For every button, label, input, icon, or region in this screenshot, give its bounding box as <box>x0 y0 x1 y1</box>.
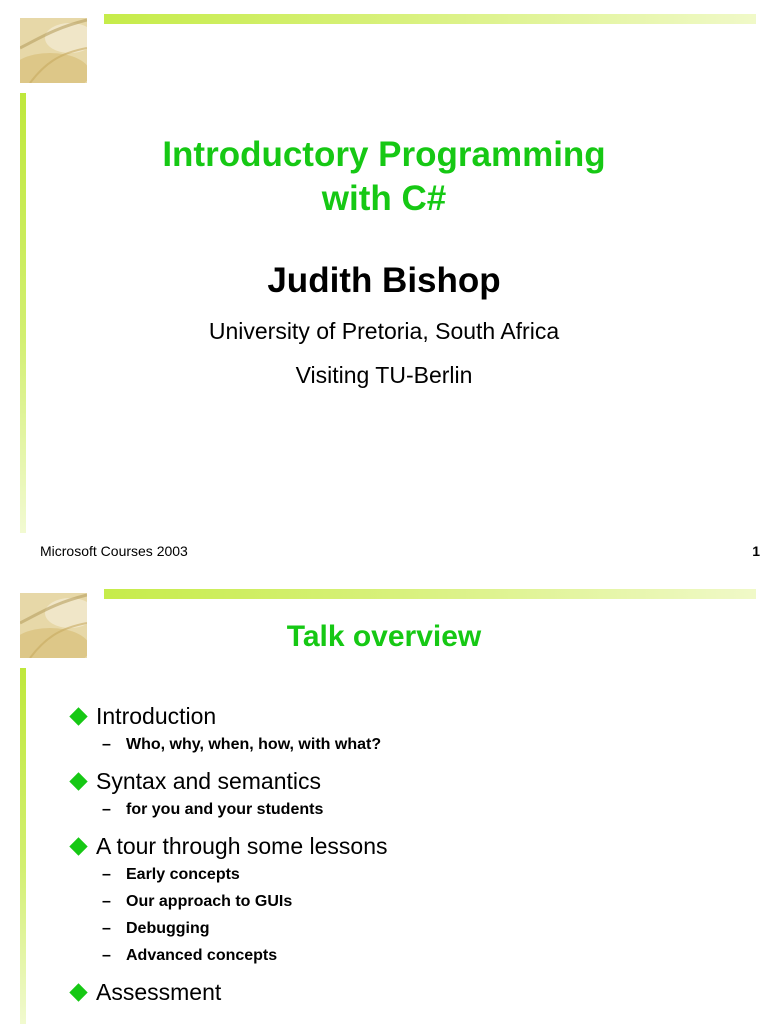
sub-list <box>68 861 728 969</box>
sub-item <box>102 942 728 969</box>
diamond-bullet-icon <box>69 983 87 1001</box>
diamond-bullet-icon <box>69 707 87 725</box>
bullet-item <box>68 831 728 969</box>
diamond-bullet-icon <box>69 772 87 790</box>
author-name: Judith Bishop <box>267 261 501 300</box>
sub-item-text: for you and your students <box>126 800 324 818</box>
sub-item-text: Who, why, when, how, with what? <box>126 735 382 753</box>
slide-title <box>0 133 768 221</box>
sub-item-text: Early concepts <box>126 865 240 883</box>
leaf-texture-icon <box>20 18 87 83</box>
sub-item-text: Debugging <box>126 919 210 937</box>
bullet-item <box>68 701 728 758</box>
dash-marker: – <box>102 865 111 883</box>
bullet-item <box>68 977 728 1007</box>
footer-text: Microsoft Courses 2003 <box>40 543 188 559</box>
sub-item-text: Advanced concepts <box>126 946 278 964</box>
sub-list <box>68 731 728 758</box>
bullet-text: Introduction <box>96 703 217 729</box>
dash-marker: – <box>102 919 111 937</box>
affiliation: University of Pretoria, South Africa <box>208 318 560 344</box>
sub-item <box>102 888 728 915</box>
diamond-bullet-icon <box>69 837 87 855</box>
sub-list <box>68 796 728 823</box>
dash-marker: – <box>102 735 111 753</box>
title-line-2: with C# <box>321 179 447 218</box>
dash-marker: – <box>102 800 111 818</box>
sub-item <box>102 731 728 758</box>
sub-item <box>102 915 728 942</box>
bullet-item <box>68 766 728 823</box>
bullet-list <box>68 701 728 1015</box>
sub-item <box>102 861 728 888</box>
slide-title: Talk overview <box>286 620 482 653</box>
page-number: 1 <box>752 543 760 559</box>
dash-marker: – <box>102 946 111 964</box>
sub-item <box>102 796 728 823</box>
visiting-line: Visiting TU-Berlin <box>295 362 473 388</box>
bullet-text: A tour through some lessons <box>96 833 388 859</box>
bullet-text: Assessment <box>96 979 222 1005</box>
sub-item-text: Our approach to GUIs <box>126 892 293 910</box>
slide-2 <box>0 575 768 1024</box>
bullet-text: Syntax and semantics <box>96 768 322 794</box>
top-accent-bar <box>104 14 756 24</box>
dash-marker: – <box>102 892 111 910</box>
title-line-1: Introductory Programming <box>162 135 606 174</box>
side-accent-bar <box>20 668 26 1024</box>
top-accent-bar <box>104 589 756 599</box>
